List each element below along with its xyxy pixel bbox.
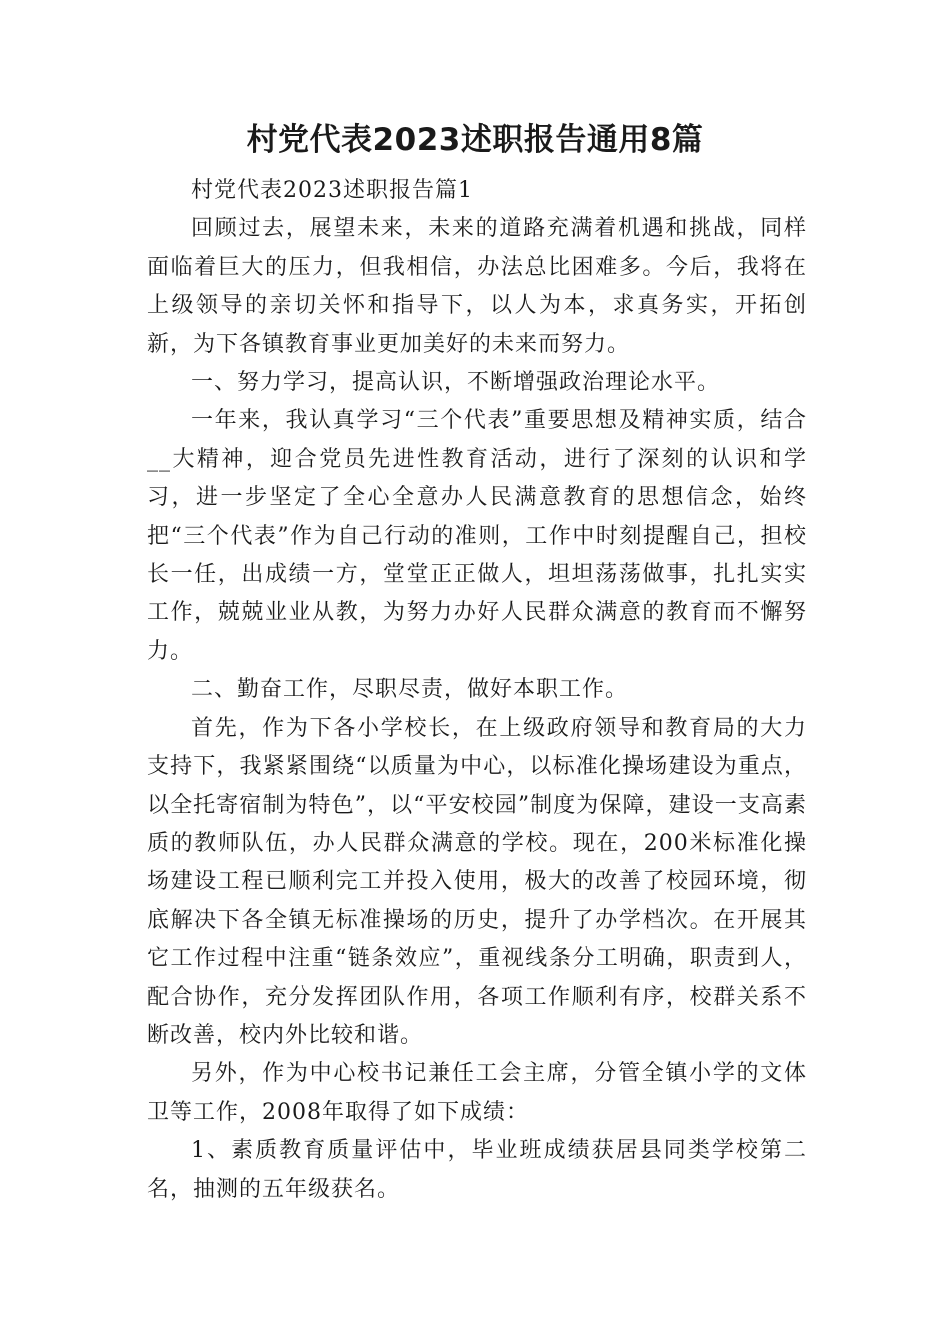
document-title: 村党代表2023述职报告通用8篇 (246, 122, 704, 158)
paragraph: 另外，作为中心校书记兼任工会主席，分管全镇小学的文体卫等工作，2008年取得了如下成绩： (147, 1061, 807, 1125)
paragraph: 回顾过去，展望未来，未来的道路充满着机遇和挑战，同样面临着巨大的压力，但我相信，办法总比困难多。今后，我将在上级领导的亲切关怀和指导下，以人为本，求真务实，开拓创新，为下各镇教育事业更加美好的未来而努力。 (147, 216, 807, 357)
document-body (147, 172, 807, 1209)
subheading: 一、努力学习，提高认识，不断增强政治理论水平。 (191, 370, 721, 396)
paragraph: 一年来，我认真学习“三个代表”重要思想及精神实质，结合__大精神，迎合党员先进性教育活动，进行了深刻的认识和学习，进一步坚定了全心全意办人民满意教育的思想信念，始终把“三个代表”作为自己行动的准则，工作中时刻提醒自己，担校长一任，出成绩一方，堂堂正正做人，坦坦荡荡做事，扎扎实实工作，兢兢业业从教，为努力办好人民群众满意的教育而不懈努力。 (147, 408, 807, 664)
section-heading: 村党代表2023述职报告篇1 (191, 178, 473, 203)
list-item: 1、素质教育质量评估中，毕业班成绩获居县同类学校第二名，抽测的五年级获名。 (147, 1138, 807, 1202)
subheading: 二、勤奋工作，尽职尽责，做好本职工作。 (191, 677, 629, 703)
paragraph: 首先，作为下各小学校长，在上级政府领导和教育局的大力支持下，我紧紧围绕“以质量为中心，以标准化操场建设为重点，以全托寄宿制为特色”，以“平安校园”制度为保障，建设一支高素质的教师队伍，办人民群众满意的学校。现在，200米标准化操场建设工程已顺利完工并投入使用，极大的改善了校园环境，彻底解决下各全镇无标准操场的历史，提升了办学档次。在开展其它工作过程中注重“链条效应”，重视线条分工明确，职责到人，配合协作，充分发挥团队作用，各项工作顺利有序，校群关系不断改善，校内外比较和谐。 (147, 715, 807, 1048)
